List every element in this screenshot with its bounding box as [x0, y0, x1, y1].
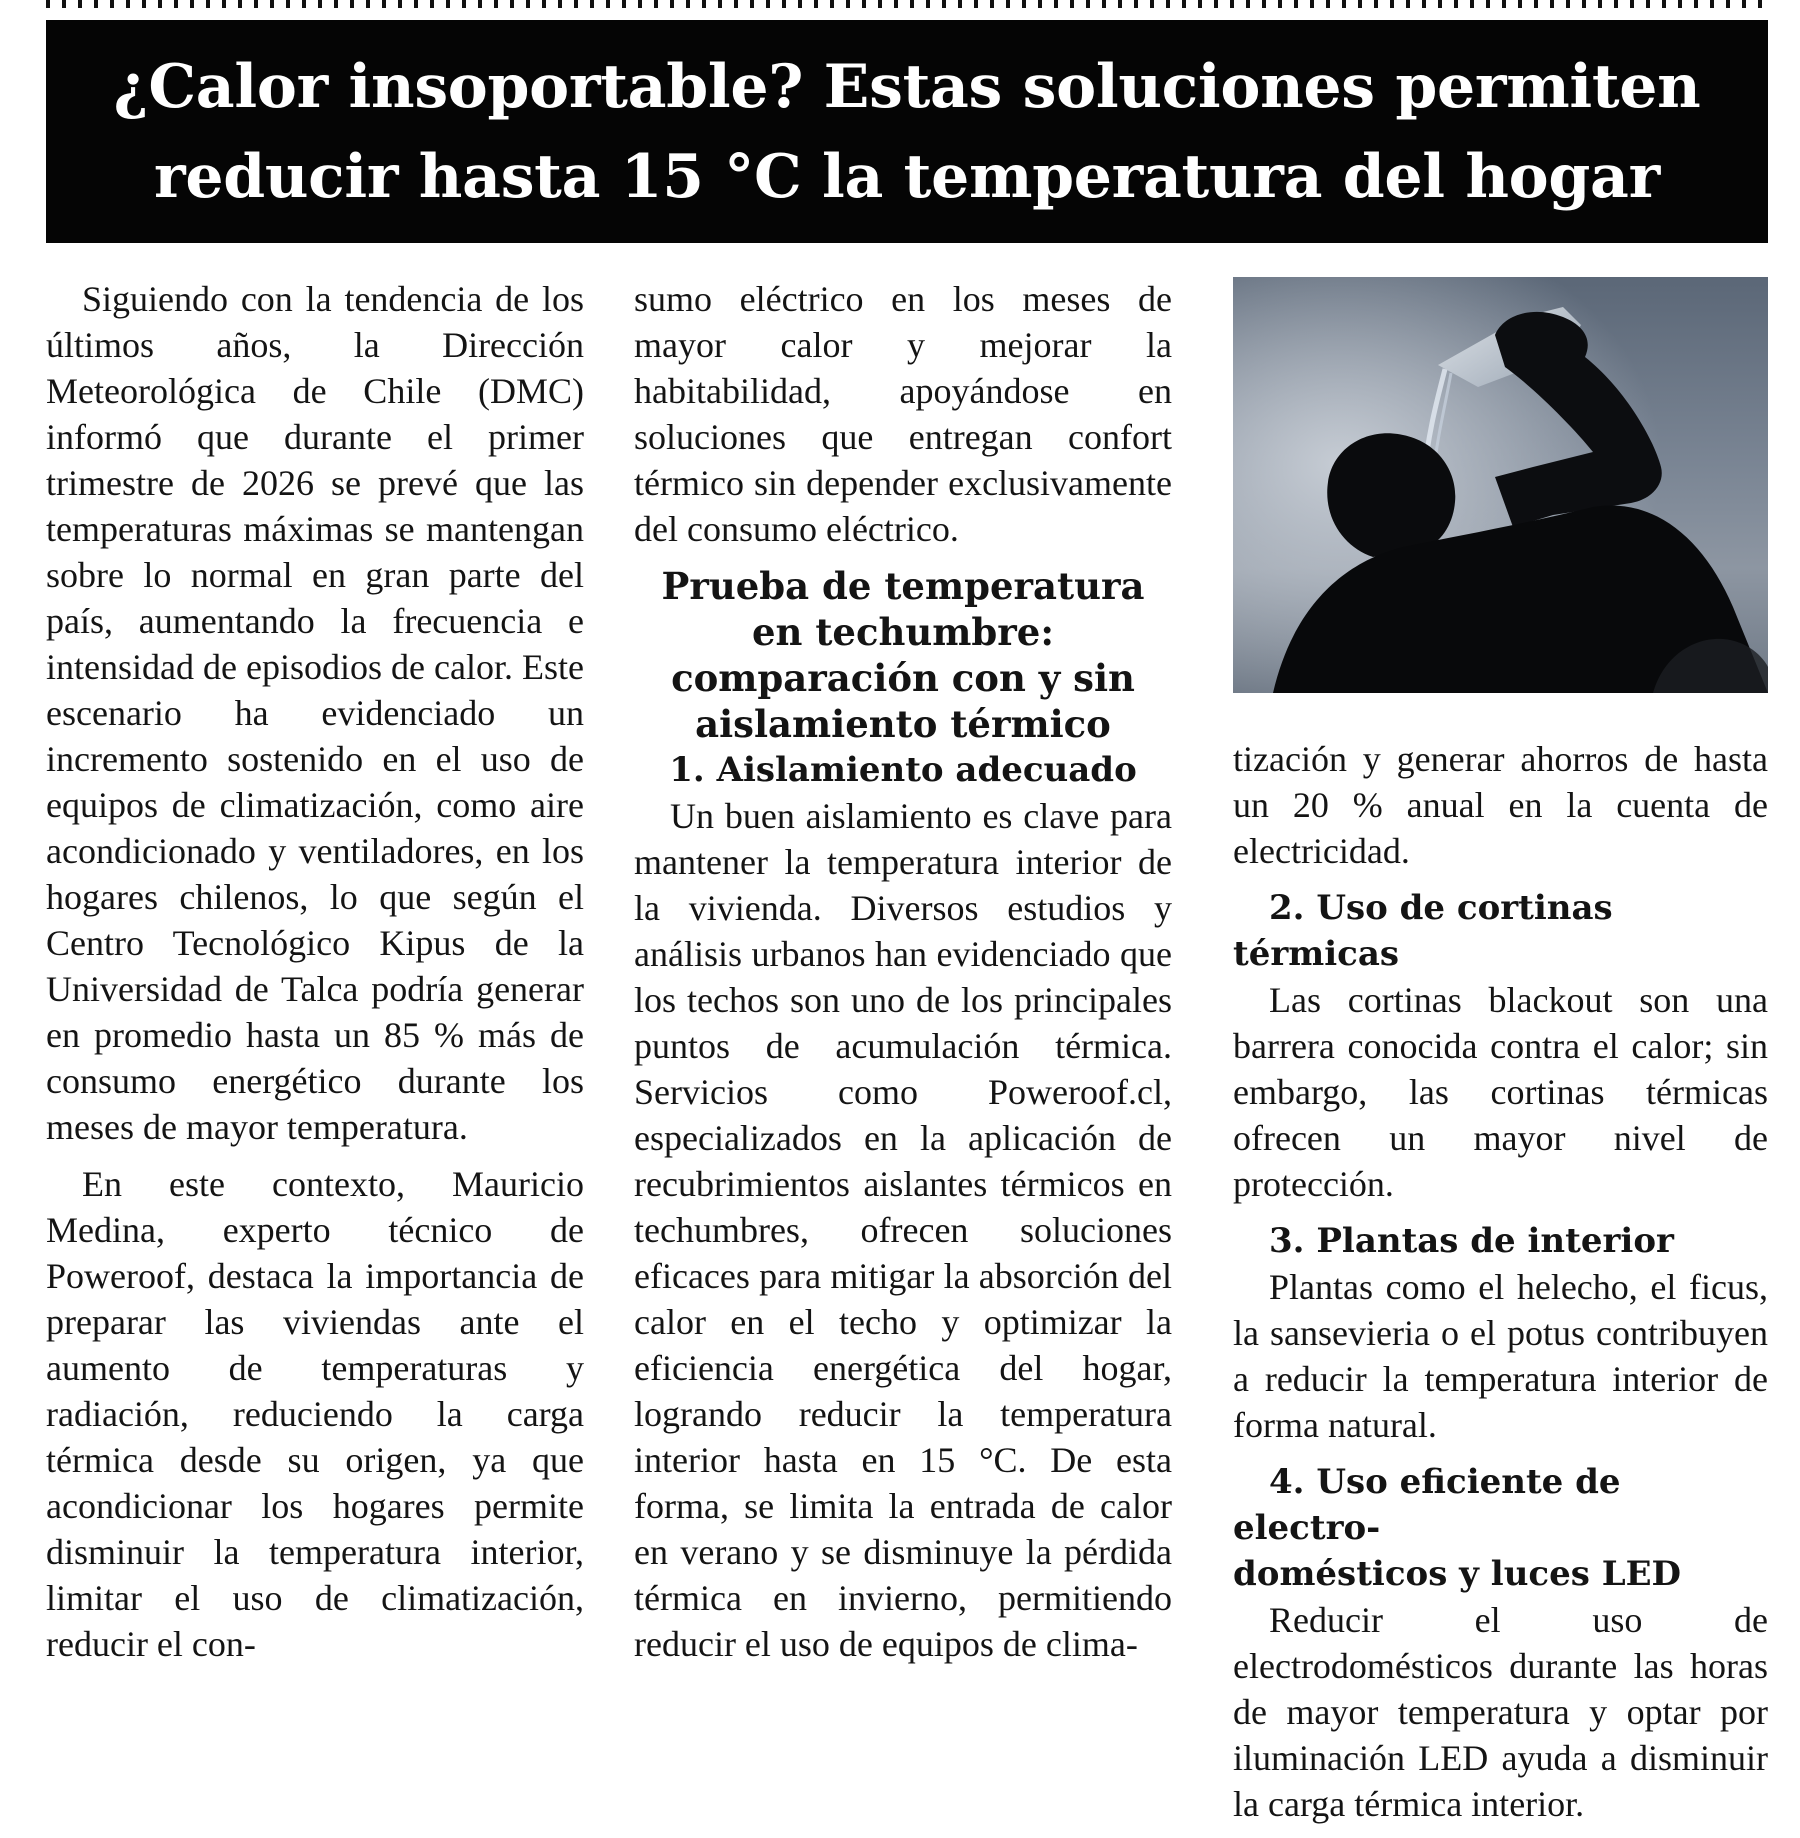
item-1-text-continued: tización y generar ahorros de hasta un 20 % anual en la cuenta de electricidad. [1233, 739, 1768, 871]
body-paragraph-1: Siguiendo con la tendencia de los últimos años, la Dirección Meteorológica de Chile (DMC) informó que durante el primer trimestre de 2026 se prevé que las temperaturas máximas se mantengan sobre lo normal en gran parte del país, aumentando la frecuencia e intensidad de episodios de calor. Este escenario ha evidenciado un incremento sostenido en el uso de equipos de climatización, como aire acondicionado y ventiladores, en los hogares chilenos, lo que según el Centro Tecnológico Kipus de la Universidad de Talca podría generar en promedio hasta un 85 % más de consumo energético durante los meses de mayor temperatura. [46, 279, 584, 1147]
headline-banner [46, 20, 1768, 243]
top-dotted-rule [46, 0, 1768, 8]
item-3-heading: 3. Plantas de interior [1269, 1221, 1674, 1261]
item-1-heading: 1. Aislamiento adecuado [669, 750, 1137, 790]
body-paragraph-2-continued: sumo eléctrico en los meses de mayor calor y mejorar la habitabilidad, apoyándose en soluciones que entregan confort térmico sin depender exclusivamente del consumo eléctrico. [634, 279, 1172, 549]
headline [114, 42, 1701, 222]
headline-line-2: reducir hasta 15 °C la temperatura del hogar [154, 141, 1660, 212]
section-title-line-1: Prueba de temperatura [661, 564, 1145, 608]
section-title [634, 563, 1172, 747]
body-paragraph-2: En este contexto, Mauricio Medina, experto técnico de Poweroof, destaca la importancia de preparar las viviendas ante el aumento de temperaturas y radiación, reduciendo la carga térmica desde su origen, ya que acondicionar los hogares permite disminuir la temperatura interior, limitar el uso de climatización, reducir el con- [46, 1164, 584, 1664]
item-2-heading: 2. Uso de cortinas térmicas [1233, 888, 1613, 974]
photo-illustration [1233, 277, 1768, 693]
column-2 [634, 276, 1172, 1678]
section-title-line-2: en techumbre: [752, 610, 1054, 654]
item-4-heading [1233, 1459, 1768, 1597]
column-1 [46, 276, 584, 1678]
column-3 [1233, 736, 1768, 1838]
section-title-line-3: comparación con y sin [671, 656, 1135, 700]
item-4-text: Reducir el uso de electrodomésticos durante las horas de mayor temperatura y optar por iluminación LED ayuda a disminuir la carga térmica interior. [1233, 1600, 1768, 1824]
section-title-line-4: aislamiento térmico [695, 702, 1111, 746]
item-3-text: Plantas como el helecho, el ficus, la sansevieria o el potus contribuyen a reducir la temperatura interior de forma natural. [1233, 1267, 1768, 1445]
photo-person-drinking-water [1233, 277, 1768, 693]
item-1-text: Un buen aislamiento es clave para mantener la temperatura interior de la vivienda. Diversos estudios y análisis urbanos han evidenciado que los techos son uno de los principales puntos de acumulación térmica. Servicios como Poweroof.cl, especializados en la aplicación de recubrimientos aislantes térmicos en techumbres, ofrecen soluciones eficaces para mitigar la absorción del calor en el techo y optimizar la eficiencia energética del hogar, logrando reducir la temperatura interior hasta en 15 °C. De esta forma, se limita la entrada de calor en verano y se disminuye la pérdida térmica en invierno, permitiendo reducir el uso de equipos de clima- [634, 796, 1172, 1664]
headline-line-1: ¿Calor insoportable? Estas soluciones permiten [113, 51, 1701, 122]
item-4-heading-line-2: domésticos y luces LED [1233, 1554, 1682, 1594]
item-4-heading-line-1: 4. Uso eficiente de electro- [1233, 1462, 1621, 1548]
item-2-text: Las cortinas blackout son una barrera conocida contra el calor; sin embargo, las cortinas térmicas ofrecen un mayor nivel de protección. [1233, 980, 1768, 1204]
